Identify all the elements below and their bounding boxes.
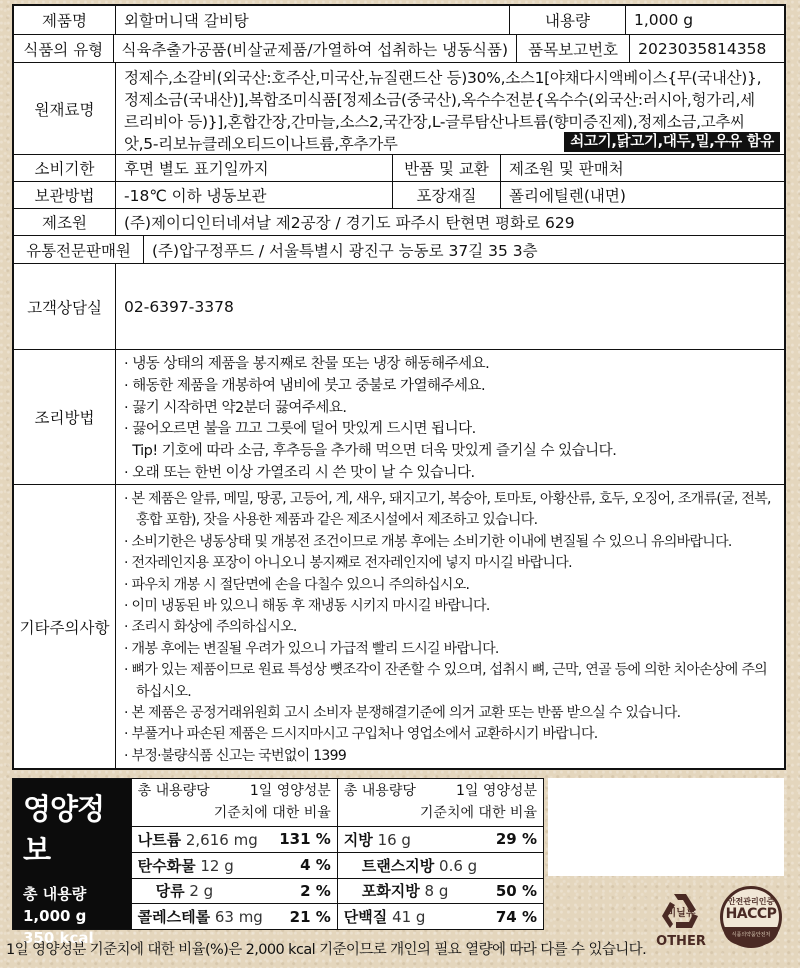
haccp-top-text: 안전관리인증	[727, 897, 775, 906]
caution-item: · 부정·불량식품 신고는 국번없이 1399	[124, 747, 347, 764]
food-label-table	[12, 4, 786, 770]
row-cautions	[14, 485, 784, 768]
expiry-label: 소비기한	[14, 155, 116, 181]
ingredients-line: 르리비아 등)}],혼합간장,간마늘,소스2,국간장,L-글루탐산나트륨(향미증진제),정제소금,고추씨	[124, 113, 745, 131]
total-label: 총 내용량	[23, 885, 87, 903]
distributor-label: 유통전문판매원	[14, 236, 144, 263]
row-expiry	[14, 155, 784, 182]
food-type-value: 식육추출가공품(비살균제품/가열하여 섭취하는 냉동식품)	[114, 35, 518, 62]
cooking-tip: Tip! 기호에 따라 소금, 후추등을 추가해 먹으면 더욱 맛있게 즐기실 수 있습니다.	[124, 443, 617, 460]
nutrition-column-right	[337, 779, 543, 929]
caution-item: · 뼈가 있는 제품이므로 원료 특성상 뼛조각이 잔존할 수 있으며, 섭취시 뼈, 근막, 연골 등에 의한 치아손상에 주의하십시오.	[124, 662, 768, 700]
caution-item: · 본 제품은 알류, 메밀, 땅콩, 고등어, 게, 새우, 돼지고기, 복숭아, 토마토, 아황산류, 호두, 오징어, 조개류(굴, 전복,홍합 포함), 잣을 사용한 제품과 같은 제조시설에서 제조하고 있습니다.	[124, 491, 771, 529]
manufacturer-value: (주)제이디인터네셔날 제2공장 / 경기도 파주시 탄현면 평화로 629	[124, 214, 575, 232]
caution-item: · 파우치 개봉 시 절단면에 손을 다칠수 있으니 주의하십시오.	[124, 576, 470, 593]
customer-center-label: 고객상담실	[14, 264, 116, 349]
blank-date-area	[548, 778, 784, 876]
recycle-arrows-icon	[656, 888, 706, 936]
recycle-vinyl-icon	[652, 888, 710, 960]
nutrition-facts	[12, 778, 544, 947]
cautions-label: 기타주의사항	[14, 485, 116, 768]
cooking-step: · 오래 또는 한번 이상 가열조리 시 쓴 맛이 날 수 있습니다.	[124, 464, 475, 481]
nutrition-title: 영양정보	[23, 792, 105, 867]
nutrient-row: 콜레스테롤 63 mg 21 %	[137, 907, 331, 927]
packaging-value: 폴리에틸렌(내면)	[509, 187, 626, 205]
nutrition-column-header: 총 내용량당 1일 영양성분 기준치에 대한 비율	[338, 779, 543, 827]
nutrient-row: 트랜스지방 0.6 g	[338, 853, 543, 879]
cooking-instructions	[116, 350, 784, 484]
row-cooking	[14, 350, 784, 485]
row-food-type	[14, 35, 784, 63]
row-ingredients	[14, 63, 784, 155]
customer-center-value: 02-6397-3378	[124, 297, 234, 316]
storage-value: -18℃ 이하 냉동보관	[116, 182, 393, 208]
recycle-label: OTHER	[656, 934, 706, 949]
net-content-label: 내용량	[510, 6, 626, 34]
ingredients-label: 원재료명	[14, 63, 116, 154]
allergy-badge: 쇠고기,닭고기,대두,밀,우유 함유	[564, 132, 780, 152]
nutrient-row: 탄수화물 12 g 4 %	[132, 853, 337, 879]
nutrient-row: 당류 2 g 2 %	[132, 879, 337, 905]
food-type-label: 식품의 유형	[14, 35, 114, 62]
cooking-step: · 냉동 상태의 제품을 봉지째로 찬물 또는 냉장 해동해주세요.	[124, 356, 490, 372]
caution-item: · 본 제품은 공정거래위원회 고시 소비자 분쟁해결기준에 의거 교환 또는 반품 받으실 수 있습니다.	[124, 705, 681, 722]
storage-label: 보관방법	[14, 182, 116, 208]
svg-text:비닐류: 비닐류	[666, 908, 696, 919]
total-kcal: 350 kcal	[23, 929, 94, 947]
caution-item: · 개봉 후에는 변질될 우려가 있으니 가급적 빨리 드시길 바랍니다.	[124, 640, 499, 657]
cooking-step: · 해동한 제품을 개봉하여 냄비에 붓고 중불로 가열해주세요.	[124, 377, 486, 394]
total-amount: 1,000 g	[23, 907, 87, 925]
caution-item: · 소비기한은 냉동상태 및 개봉전 조건이므로 개봉 후에는 소비기한 이내에 변질될 수 있으니 유의바랍니다.	[124, 533, 732, 550]
row-customer-center	[14, 264, 784, 350]
caution-item: · 이미 냉동된 바 있으니 해동 후 재냉동 시키지 마시길 바랍니다.	[124, 598, 490, 615]
nutrient-row: 포화지방 8 g 50 %	[338, 879, 543, 905]
nutrient-row: 나트륨 2,616 mg 131 %	[132, 827, 337, 853]
nutrient-row: 단백질 41 g 74 %	[343, 907, 537, 927]
nutrition-header	[13, 779, 131, 947]
return-label: 반품 및 교환	[393, 155, 501, 181]
caution-item: · 전자레인지용 포장이 아니오니 봉지째로 전자레인지에 넣지 마시길 바랍니다.	[124, 555, 572, 572]
haccp-main-text: HACCP	[725, 906, 777, 922]
packaging-label: 포장재질	[393, 182, 501, 208]
caution-item: · 부풀거나 파손된 제품은 드시지마시고 구입처나 영업소에서 교환하시기 바랍니다.	[124, 726, 598, 743]
caution-item: · 조리시 화상에 주의하십시오.	[124, 619, 297, 636]
expiry-value: 후면 별도 표기일까지	[116, 155, 393, 181]
ingredients-line: 앗,5-리보뉴클레오티드이나트륨,후추가루	[124, 135, 398, 153]
net-content-value: 1,000 g	[634, 11, 694, 29]
product-name-value: 외할머니댁 갈비탕	[116, 6, 510, 34]
report-no-label: 품목보고번호	[517, 35, 630, 62]
cooking-step: · 끓기 시작하면 약2분더 끓여주세요.	[124, 399, 347, 416]
return-value: 제조원 및 판매처	[509, 160, 624, 178]
ingredients-line: 정제소금(국내산)],복합조미식품[정제소금(중국산),옥수수전분{옥수수(외국산:러시아,헝가리,세	[124, 91, 755, 109]
nutrition-footnote: 1일 영양성분 기준치에 대한 비율(%)은 2,000 kcal 기준이므로 개인의 필요 열량에 따라 다를 수 있습니다.	[6, 942, 647, 958]
nutrition-column-left	[131, 779, 337, 929]
row-storage	[14, 182, 784, 209]
report-no-value: 2023035814358	[638, 39, 767, 58]
nutrient-row: 지방 16 g 29 %	[338, 827, 543, 853]
ingredients-line: 정제수,소갈비(외국산:호주산,미국산,뉴질랜드산 등)30%,소스1[야채다시액베이스{무(국내산)},	[124, 69, 762, 87]
cautions-list	[116, 485, 784, 768]
nutrition-column-header: 총 내용량당 1일 영양성분 기준치에 대한 비율	[132, 779, 337, 827]
ingredients-value	[116, 63, 784, 154]
row-product-name	[14, 6, 784, 35]
cooking-step: · 끓어오르면 불을 끄고 그릇에 덜어 맛있게 드시면 됩니다.	[124, 421, 476, 438]
distributor-value: (주)압구정푸드 / 서울특별시 광진구 능동로 37길 35 3층	[152, 241, 538, 260]
product-name-label: 제품명	[14, 6, 116, 34]
row-distributor	[14, 236, 784, 264]
row-manufacturer	[14, 209, 784, 236]
haccp-logo-icon	[720, 886, 782, 948]
manufacturer-label: 제조원	[14, 209, 116, 235]
haccp-bottom-text: 식품의약품안전처	[723, 927, 779, 945]
cooking-label: 조리방법	[14, 350, 116, 484]
